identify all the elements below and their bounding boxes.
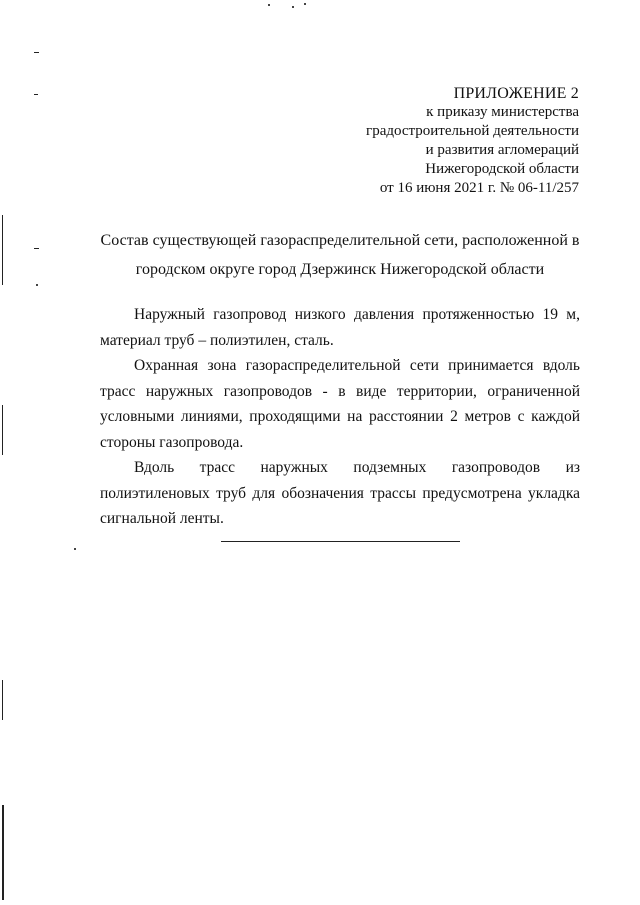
document-heading xyxy=(100,226,580,284)
body-paragraph: Охранная зона газораспределительной сети принимается вдоль трасс наружных газопроводов - в виде территории, ограниченной условными линиями, проходящими на расстоянии 2 метров с каждой стороны газопровода. xyxy=(100,357,580,451)
closing-rule xyxy=(221,541,460,542)
scan-edge-mark xyxy=(34,248,39,249)
heading-line: Состав существующей газораспределительной сети, расположенной в xyxy=(100,232,580,249)
scan-dot-mark xyxy=(268,4,270,6)
scan-edge-mark xyxy=(2,805,4,900)
appendix-line: Нижегородской области xyxy=(425,161,579,177)
scan-edge-mark xyxy=(2,215,3,285)
scan-edge-mark xyxy=(2,405,3,455)
scan-edge-mark xyxy=(34,94,38,95)
appendix-line: и развития агломераций xyxy=(425,142,579,158)
appendix-order-reference: от 16 июня 2021 г. № 06-11/257 xyxy=(379,180,579,196)
body-paragraph: Наружный газопровод низкого давления протяженностью 19 м, материал труб – полиэтилен, сталь. xyxy=(100,306,580,349)
appendix-title: ПРИЛОЖЕНИЕ 2 xyxy=(453,85,579,102)
scan-dot-mark xyxy=(36,284,38,286)
appendix-line: градостроительной деятельности xyxy=(366,123,579,139)
scan-dot-mark xyxy=(304,3,306,5)
appendix-block xyxy=(366,84,579,198)
scan-edge-mark xyxy=(2,680,3,720)
scan-dot-mark xyxy=(74,548,76,550)
appendix-line: к приказу министерства xyxy=(426,104,579,120)
heading-line: городском округе город Дзержинск Нижегородской области xyxy=(135,261,545,278)
scan-edge-mark xyxy=(34,52,39,53)
body-paragraph: Вдоль трасс наружных подземных газопроводов из полиэтиленовых труб для обозначения трассы предусмотрена укладка сигнальной ленты. xyxy=(100,459,580,527)
scan-dot-mark xyxy=(292,6,294,8)
document-body xyxy=(100,302,580,532)
